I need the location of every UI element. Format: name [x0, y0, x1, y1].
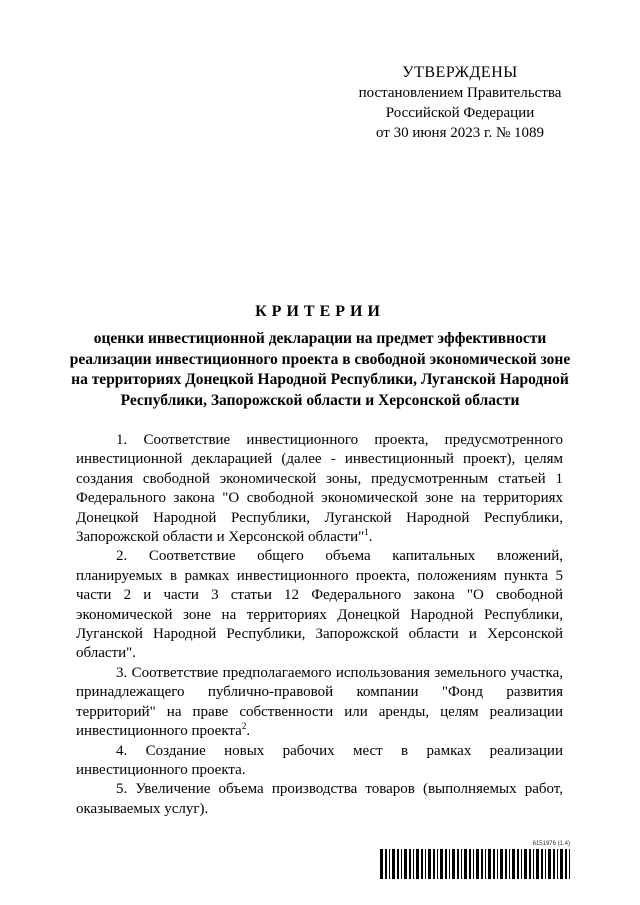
- approval-heading: УТВЕРЖДЕНЫ: [402, 64, 518, 81]
- approval-line-3: от 30 июня 2023 г. № 1089: [375, 125, 545, 141]
- barcode-bar: [569, 849, 570, 879]
- barcode-bar: [385, 849, 387, 879]
- barcode-bar: [380, 849, 383, 879]
- criterion-5: 5. Увеличение объема производства товаров (выполняемых работ, оказываемых услуг).: [76, 781, 563, 817]
- document-title: КРИТЕРИИ: [255, 303, 385, 320]
- barcode: [380, 849, 570, 879]
- barcode-bar: [488, 849, 491, 879]
- barcode-bar: [560, 849, 563, 879]
- barcode-bar: [464, 849, 467, 879]
- barcode-bar: [401, 849, 402, 879]
- approval-line-1: постановлением Правительства: [358, 85, 562, 101]
- criterion-1: 1. Соответствие инвестиционного проекта, предусмотренного инвестиционной декларацией (далее - инвестиционный проект), целям создания свободной экономической зоны, предусмотренным статьей 1 Федерального закона "О свободной экономической зоне на территориях Донецкой Народной Республики, Луганской Народной Республики, Запорожской области и Херсонской области"$^1$.: [76, 432, 563, 546]
- barcode-bar: [404, 849, 407, 879]
- barcode-bar: [536, 849, 539, 879]
- barcode-bar: [437, 849, 438, 879]
- barcode-bar: [476, 849, 479, 879]
- barcode-bar: [529, 849, 531, 879]
- approval-block: [330, 63, 590, 143]
- barcode-bar: [440, 849, 443, 879]
- barcode-bar: [445, 849, 447, 879]
- barcode-bar: [493, 849, 495, 879]
- barcode-bar: [505, 849, 507, 879]
- barcode-bar: [416, 849, 419, 879]
- barcode-bar: [517, 849, 519, 879]
- barcode-bar: [553, 849, 555, 879]
- criteria-list: [76, 431, 563, 819]
- barcode-bar: [473, 849, 474, 879]
- criterion-4: 4. Создание новых рабочих мест в рамках реализации инвестиционного проекта.: [76, 742, 563, 778]
- barcode-bar: [392, 849, 395, 879]
- barcode-bar: [481, 849, 483, 879]
- barcode-bar: [500, 849, 503, 879]
- barcode-bar: [425, 849, 426, 879]
- barcode-bar: [428, 849, 431, 879]
- barcode-bar: [389, 849, 390, 879]
- barcode-bar: [397, 849, 399, 879]
- barcode-bar: [541, 849, 543, 879]
- approval-line-2: Российской Федерации: [385, 105, 535, 121]
- barcode-bar: [469, 849, 471, 879]
- barcode-label: 6151976 (1.4): [532, 841, 570, 847]
- barcode-bar: [409, 849, 411, 879]
- barcode-bar: [548, 849, 551, 879]
- footnote-mark: 1: [364, 527, 369, 538]
- barcode-bar: [565, 849, 567, 879]
- barcode-bar: [509, 849, 510, 879]
- barcode-bar: [533, 849, 534, 879]
- barcode-bar: [413, 849, 414, 879]
- barcode-bar: [421, 849, 423, 879]
- barcode-bar: [452, 849, 455, 879]
- footnote-mark: 2: [241, 721, 247, 732]
- barcode-bar: [524, 849, 527, 879]
- barcode-bar: [449, 849, 450, 879]
- barcode-bar: [497, 849, 498, 879]
- barcode-bar: [557, 849, 558, 879]
- barcode-bar: [461, 849, 462, 879]
- criterion-3: 3. Соответствие предполагаемого использования земельного участка, принадлежащего публично-правовой компании "Фонд развития территорий" на праве собственности или аренды, целям реализации инвестиционного проекта$^2$.: [76, 664, 563, 740]
- barcode-bar: [545, 849, 546, 879]
- criterion-2: 2. Соответствие общего объема капитальных вложений, планируемых в рамках инвестиционного проекта, положениям пункта 5 части 2 и части 3 статьи 12 Федерального закона "О свободной экономической зоне на территориях Донецкой Народной Республики, Луганской Народной Республики, Запорожской области и Херсонской области".: [76, 548, 563, 662]
- barcode-bar: [521, 849, 522, 879]
- document-subtitle: оценки инвестиционной декларации на предмет эффективности реализации инвестиционного проекта в свободной экономической зоне на территориях Донецкой Народной Республики, Луганской Народной Республики, Запорожской области и Херсонской области: [69, 330, 571, 409]
- barcode-bar: [433, 849, 435, 879]
- barcode-bar: [457, 849, 459, 879]
- barcode-bar: [512, 849, 515, 879]
- barcode-bar: [485, 849, 486, 879]
